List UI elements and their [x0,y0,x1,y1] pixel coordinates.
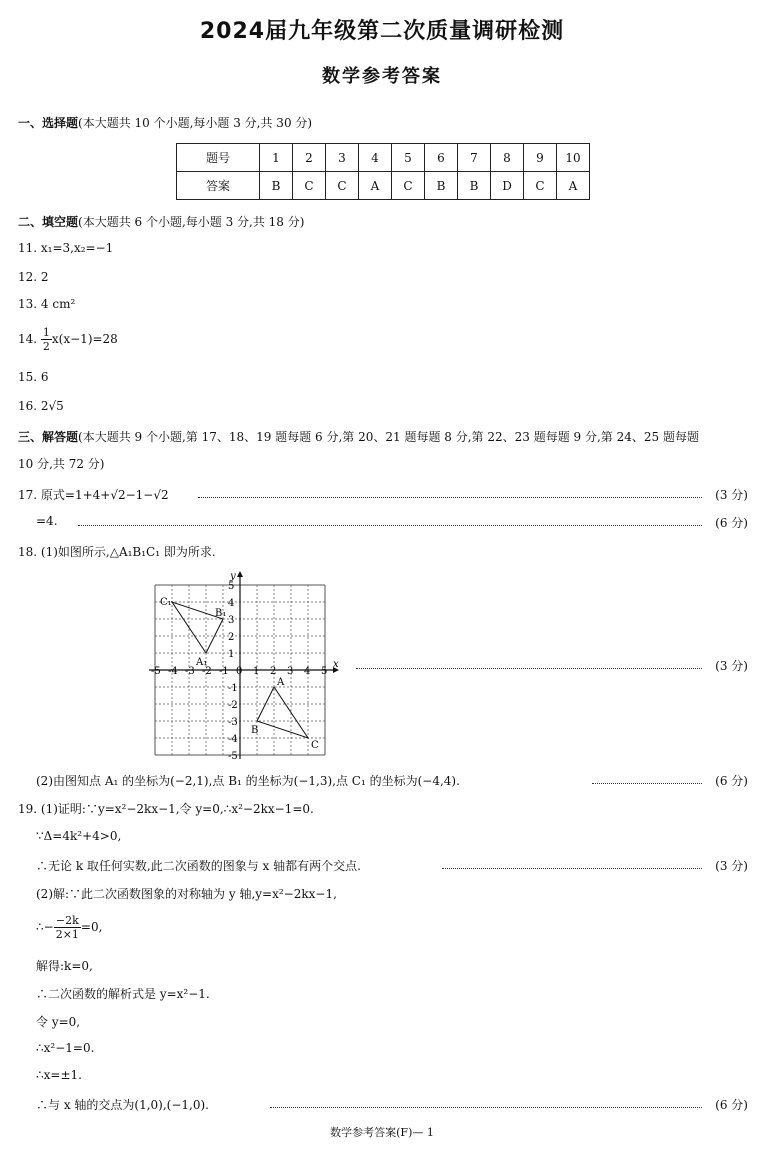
table-cell: 9 [524,144,557,172]
table-cell: A [557,172,590,200]
section1-note: (本大题共 10 个小题,每小题 3 分,共 30 分) [78,116,313,130]
x-tick-label: -1 [219,666,229,677]
table-row-numbers [177,144,590,172]
x-tick-label: 3 [287,666,294,677]
point-label-b1: B₁ [215,608,227,619]
table-cell: B [260,172,293,200]
y-tick-label: -4 [228,734,238,745]
y-tick-label: -5 [228,751,238,760]
q19-line5-prefix: ∴− [36,920,54,934]
table-cell: 2 [293,144,326,172]
y-tick-label: 2 [228,632,235,643]
section3-heading [18,428,699,445]
section1-heading [18,114,312,131]
q19-line6: 解得:k=0, [36,959,93,973]
fraction [54,914,81,941]
answer-q14 [18,326,118,353]
section2-heading [18,213,304,230]
dot-leader [78,525,702,526]
q18-score2: (6 分) [715,774,748,788]
page-subtitle: 数学参考答案 [322,66,442,87]
fraction-denominator: 2×1 [55,928,79,941]
x-tick-label: -2 [202,666,212,677]
x-tick-label: -3 [185,666,195,677]
answer-q11: 11. x₁=3,x₂=−1 [18,241,114,255]
q17-score1: (3 分) [715,488,748,502]
q18-line2: (2)由图知点 A₁ 的坐标为(−2,1),点 B₁ 的坐标为(−1,3),点 C₁ 的坐标为(−4,4). [36,774,460,788]
q17-line1: 17. 原式=1+4+√2−1−√2 [18,488,169,502]
fraction-denominator: 2 [42,340,50,353]
axes [149,571,339,759]
q18-score1: (3 分) [715,659,748,673]
q17-score2: (6 分) [715,516,748,530]
fraction-numerator: 1 [42,326,50,339]
x-tick-label: 0 [236,666,243,677]
x-tick-label: -5 [151,666,161,677]
x-tick-label: 4 [304,666,311,677]
dot-leader [442,868,702,869]
table-cell: C [326,172,359,200]
dot-leader [592,783,702,784]
table-cell: 10 [557,144,590,172]
table-cell: C [524,172,557,200]
table-cell: A [359,172,392,200]
table-cell: 7 [458,144,491,172]
answer-q13: 13. 4 cm² [18,297,76,311]
table-cell: 5 [392,144,425,172]
triangle-abc [257,687,308,738]
dot-leader [270,1107,702,1108]
q19-line2: ∵Δ=4k²+4>0, [36,829,122,843]
section2-note: (本大题共 6 个小题,每小题 3 分,共 18 分) [78,215,305,229]
fraction-numerator: −2k [54,914,81,928]
point-label-b: B [251,725,259,736]
q19-line7: ∴二次函数的解析式是 y=x²−1. [36,987,210,1001]
table-cell: C [392,172,425,200]
table-cell: 8 [491,144,524,172]
table-cell: 3 [326,144,359,172]
section3-title: 三、解答题 [18,430,79,444]
point-label-c: C [311,740,319,751]
answer-table [176,143,590,200]
answer-q15: 15. 6 [18,370,49,384]
point-label-a1: A₁ [196,657,208,668]
y-tick-label: 1 [228,649,235,660]
x-tick-label: -4 [168,666,178,677]
x-tick-label: 5 [321,666,328,677]
section2-title: 二、填空题 [18,215,79,229]
table-cell: 6 [425,144,458,172]
q14-rest: x(x−1)=28 [51,332,118,346]
section3-note: (本大题共 9 个小题,第 17、18、19 题每题 6 分,第 20、21 题每题 8 分,第 22、23 题每题 9 分,第 24、25 题每题 [78,430,699,444]
x-tick-label: 1 [253,666,260,677]
y-axis-arrow [237,571,243,577]
section1-title: 一、选择题 [18,116,79,130]
axis-label-y: y [230,571,236,582]
q19-line9: ∴x²−1=0. [36,1041,95,1055]
y-tick-label: -1 [228,683,238,694]
y-tick-label: -2 [228,700,238,711]
y-tick-label: 4 [228,598,235,609]
q19-line5 [36,914,102,941]
coordinate-graph [145,565,355,760]
q19-line4: (2)解:∵此二次函数图象的对称轴为 y 轴,y=x²−2kx−1, [36,887,337,901]
table-cell: 1 [260,144,293,172]
table-cell: D [491,172,524,200]
q19-line1: 19. (1)证明:∵y=x²−2kx−1,令 y=0,∴x²−2kx−1=0. [18,802,314,816]
answer-q12: 12. 2 [18,270,49,284]
q14-prefix: 14. [18,332,41,346]
point-label-a: A [277,677,285,688]
table-header-cell: 答案 [177,172,260,200]
q19-score1: (3 分) [715,859,748,873]
table-cell: C [293,172,326,200]
fraction [41,326,52,353]
page-footer: 数学参考答案(F)— 1 [330,1126,434,1139]
q19-line10: ∴x=±1. [36,1068,82,1082]
table-cell: 4 [359,144,392,172]
q19-line8: 令 y=0, [36,1015,81,1029]
table-cell: B [425,172,458,200]
table-cell: B [458,172,491,200]
section3-note-cont: 10 分,共 72 分) [18,457,105,471]
page-title: 2024届九年级第二次质量调研检测 [199,19,565,44]
answer-q16: 16. 2√5 [18,399,64,413]
q19-line5-suffix: =0, [80,920,103,934]
table-header-cell: 题号 [177,144,260,172]
q19-score2: (6 分) [715,1098,748,1112]
q17-line2: =4. [36,514,58,528]
y-tick-label: -3 [228,717,238,728]
y-tick-label: 5 [228,581,235,592]
x-tick-label: 2 [270,666,277,677]
y-tick-label: 3 [228,615,235,626]
q19-line11: ∴与 x 轴的交点为(1,0),(−1,0). [36,1098,209,1112]
dot-leader [198,497,702,498]
q18-line1: 18. (1)如图所示,△A₁B₁C₁ 即为所求. [18,545,216,559]
table-row-answers [177,172,590,200]
point-label-c1: C₁ [160,597,172,608]
q19-line3: ∴无论 k 取任何实数,此二次函数的图象与 x 轴都有两个交点. [36,859,361,873]
dot-leader [356,668,702,669]
axis-label-x: x [333,659,339,670]
